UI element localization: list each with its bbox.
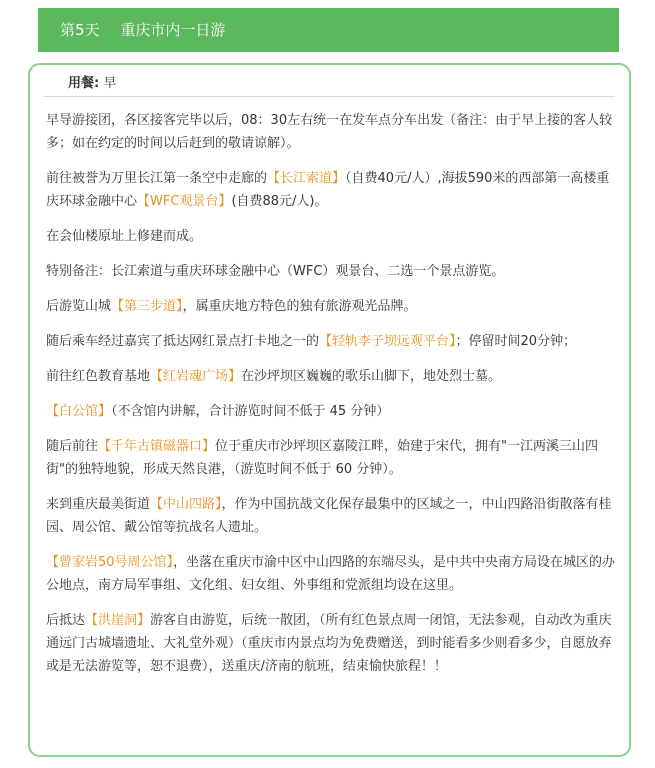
itinerary-paragraph — [46, 330, 619, 353]
paragraph-text: 游客自由游览，后统一散团，（所有红色景点周一闭馆，无法参观，自动改为重庆通远门古城墙遗址、大礼堂外观）（重庆市内景点均为免费赠送，到时能看多少则看多少，自愿放弃或是无法游览等，恕不退费），送重庆/济南的航班，结束愉快旅程！！ — [46, 613, 612, 674]
meal-bar — [44, 71, 615, 97]
attraction-highlight: 【第三步道】 — [111, 299, 183, 314]
itinerary-paragraph — [46, 295, 619, 318]
paragraph-text: ，作为中国抗战文化保存最集中的区域之一，中山四路沿街散落有桂园、周公馆、戴公馆等抗战名人遗址。 — [46, 497, 612, 535]
paragraph-text: 前往被誉为万里长江第一条空中走廊的 — [46, 171, 268, 186]
itinerary-paragraph — [46, 551, 619, 597]
attraction-highlight: 【洪崖洞】 — [85, 613, 151, 628]
meal-value: 早 — [103, 76, 117, 91]
itinerary-card — [28, 63, 631, 757]
itinerary-paragraph — [46, 365, 619, 388]
meal-label: 用餐: — [68, 76, 100, 91]
itinerary-paragraph — [46, 167, 619, 213]
attraction-highlight: 【轻轨李子坝远观平台】 — [319, 334, 456, 349]
paragraph-text: ，属重庆地方特色的独有旅游观光品牌。 — [182, 299, 417, 314]
attraction-highlight: 【白公馆】 — [46, 404, 112, 419]
itinerary-paragraph — [46, 609, 619, 678]
paragraph-text: ；停留时间20分钟； — [455, 334, 577, 349]
paragraph-text: 在会仙楼原址上修建而成。 — [46, 229, 203, 244]
attraction-highlight: 【中山四路】 — [150, 497, 222, 512]
paragraph-text: 来到重庆最美街道 — [46, 497, 151, 512]
paragraph-text: 后抵达 — [46, 613, 86, 628]
day-header — [38, 8, 619, 52]
paragraph-text: 随后前往 — [46, 439, 99, 454]
paragraph-text: （不含馆内讲解，合计游览时间不低于 45 分钟） — [111, 404, 390, 419]
paragraph-text: ，坐落在重庆市渝中区中山四路的东端尽头，是中共中央南方局设在城区的办公地点，南方局军事组、文化组、妇女组、外事组和党派组均设在这里。 — [46, 555, 616, 593]
itinerary-paragraph — [46, 493, 619, 539]
paragraph-text: 前往红色教育基地 — [46, 369, 151, 384]
itinerary-content — [46, 109, 619, 690]
itinerary-paragraph — [46, 260, 619, 283]
paragraph-text: 早导游接团，各区接客完毕以后，08：30左右统一在发车点分车出发（备注：由于早上接的客人较多；如在约定的时间以后赶到的敬请谅解）。 — [46, 113, 613, 151]
day-title: 重庆市内一日游 — [120, 21, 226, 39]
paragraph-text: （自费40元/人）,海拔590米的西部第一高楼重庆环球金融中心 — [46, 171, 610, 209]
paragraph-text: 位于重庆市沙坪坝区嘉陵江畔，始建于宋代，拥有"一江两溪三山四街"的独特地貌，形成天然良港，（游览时间不低于 60 分钟）。 — [46, 439, 599, 477]
itinerary-paragraph — [46, 435, 619, 481]
paragraph-text: (自费88元/人)。 — [231, 194, 328, 209]
attraction-highlight: 【千年古镇磁器口】 — [98, 439, 216, 454]
attraction-highlight: 【红岩魂广场】 — [150, 369, 242, 384]
paragraph-text: 后游览山城 — [46, 299, 112, 314]
paragraph-text: 在沙坪坝区巍巍的歌乐山脚下，地处烈士墓。 — [241, 369, 502, 384]
itinerary-paragraph — [46, 109, 619, 155]
itinerary-paragraph — [46, 400, 619, 423]
itinerary-paragraph — [46, 225, 619, 248]
attraction-highlight: 【长江索道】 — [267, 171, 346, 186]
attraction-highlight: 【曾家岩50号周公馆】 — [46, 555, 174, 570]
paragraph-text: 随后乘车经过嘉宾了抵达网红景点打卡地之一的 — [46, 334, 320, 349]
paragraph-text: 特别备注：长江索道与重庆环球金融中心（WFC）观景台、二选一个景点游览。 — [46, 264, 505, 279]
day-number: 第5天 — [60, 21, 100, 39]
attraction-highlight: 【WFC观景台】 — [137, 194, 232, 209]
